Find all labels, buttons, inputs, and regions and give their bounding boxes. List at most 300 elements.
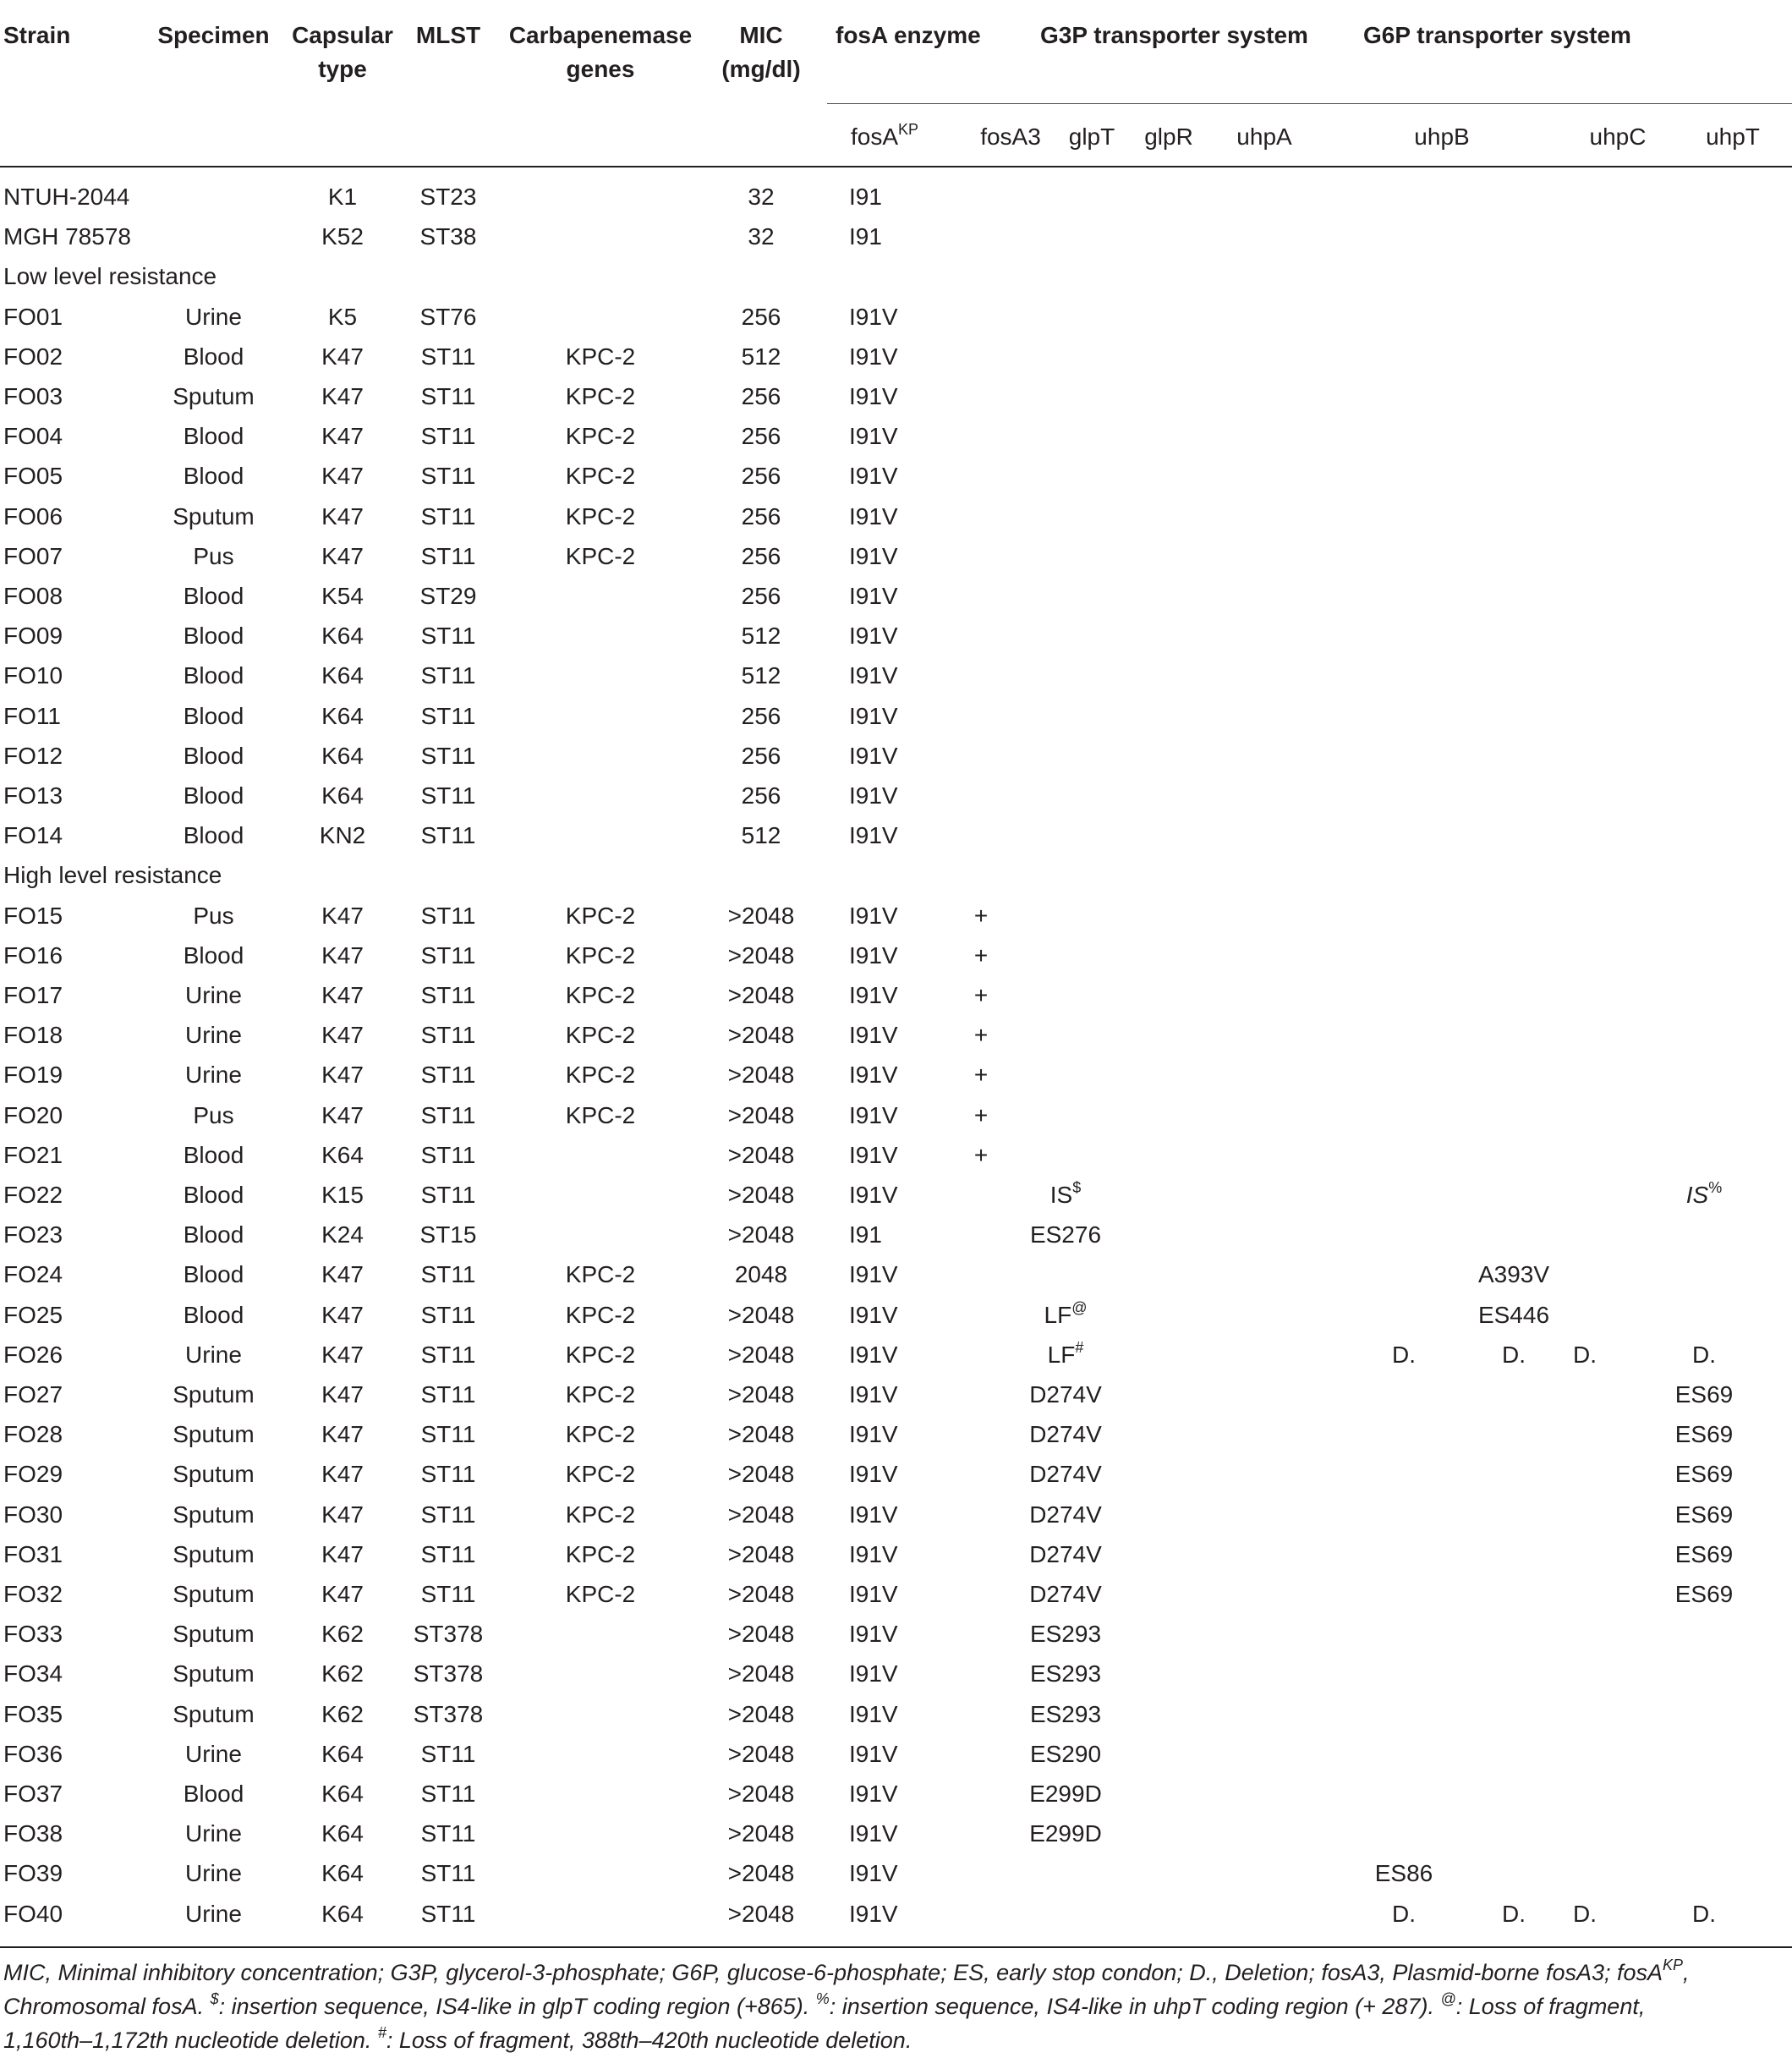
cell-value: I91V xyxy=(849,1581,898,1607)
cell-value: ST15 xyxy=(419,1221,477,1249)
cell-value: KPC-2 xyxy=(565,1540,636,1567)
cell-value: >2048 xyxy=(727,1860,795,1887)
cell-mic xyxy=(710,1414,812,1454)
cell-value: >2048 xyxy=(727,1660,795,1688)
table-row xyxy=(0,1574,1792,1614)
cell-strain xyxy=(3,1335,147,1375)
cell-specimen xyxy=(148,616,279,656)
cell-cap xyxy=(288,736,397,776)
cell-value: NTUH-2044 xyxy=(3,184,130,210)
cell-value: I91V xyxy=(849,303,898,330)
cell-cap xyxy=(288,337,397,376)
cell-value: Urine xyxy=(185,1900,242,1927)
cell-carb xyxy=(499,975,702,1015)
cell-strain xyxy=(3,736,147,776)
cell-strain xyxy=(3,1254,147,1294)
cell-mic xyxy=(710,376,812,416)
cell-value: K62 xyxy=(321,1660,364,1688)
cell-cap xyxy=(288,1295,397,1335)
cell-mlst xyxy=(406,1335,490,1375)
cell-value: 32 xyxy=(748,184,775,210)
cell-value: FO22 xyxy=(3,1182,63,1208)
cell-value: >2048 xyxy=(727,1621,795,1648)
cell-carb xyxy=(499,1375,702,1414)
cell-value: Urine xyxy=(185,1820,242,1847)
cell-value: FO37 xyxy=(3,1781,63,1807)
cell-value: I91V xyxy=(849,463,898,490)
table-row xyxy=(0,656,1792,695)
cell-mlst xyxy=(406,1774,490,1814)
cell-value: K54 xyxy=(321,583,364,609)
table-row xyxy=(0,1175,1792,1215)
cell-fosakp xyxy=(849,177,917,217)
cell-value: KPC-2 xyxy=(565,502,636,530)
cell-mlst xyxy=(406,297,490,337)
cell-value: I91V xyxy=(849,1860,898,1887)
cell-value: FO39 xyxy=(3,1860,63,1887)
cell-fosakp xyxy=(849,1734,917,1774)
col-header-uhpc: uhpC xyxy=(1589,123,1647,150)
cell-cap xyxy=(288,1454,397,1494)
cell-value: K47 xyxy=(321,1421,364,1448)
cell-value: FO29 xyxy=(3,1461,63,1488)
cell-value: ST11 xyxy=(420,463,476,490)
cell-value: FO38 xyxy=(3,1820,63,1847)
cell-value: ST11 xyxy=(420,1461,476,1488)
cell-mlst xyxy=(406,1574,490,1614)
cell-superscript: % xyxy=(1708,1179,1723,1196)
table-row xyxy=(0,217,1792,256)
footnote-text: Chromosomal fosA. xyxy=(3,1994,211,2019)
cell-mic xyxy=(710,1534,812,1574)
cell-strain xyxy=(3,576,147,616)
cell-value: ST11 xyxy=(420,982,476,1008)
cell-fosakp xyxy=(849,815,917,855)
cell-value: KPC-2 xyxy=(565,982,636,1008)
cell-fosakp xyxy=(849,1614,917,1654)
cell-value: 256 xyxy=(741,742,781,769)
cell-specimen xyxy=(148,1774,279,1814)
cell-mic xyxy=(710,1694,812,1734)
cell-specimen xyxy=(148,1095,279,1135)
cell-value: E299D xyxy=(1029,1820,1102,1847)
cell-value: 32 xyxy=(748,223,775,250)
table-row xyxy=(0,1135,1792,1175)
cell-mlst xyxy=(406,1534,490,1574)
col-header-fosa-enzyme: fosA enzyme xyxy=(836,22,981,48)
cell-cap xyxy=(288,1774,397,1814)
cell-value: I91V xyxy=(849,1381,898,1408)
cell-value: 256 xyxy=(741,542,781,569)
table-row xyxy=(0,1654,1792,1693)
table-row xyxy=(0,1853,1792,1893)
col-header-mlst: MLST xyxy=(415,22,481,48)
cell-uhpt xyxy=(1658,1414,1751,1454)
table-row xyxy=(0,1414,1792,1454)
table-row xyxy=(0,815,1792,855)
cell-value: I91V xyxy=(849,343,898,370)
cell-glpt xyxy=(1023,1774,1108,1814)
cell-value: ES69 xyxy=(1674,1581,1734,1607)
cell-value: Blood xyxy=(183,702,244,729)
cell-value: K64 xyxy=(321,1740,364,1767)
cell-value: FO25 xyxy=(3,1301,63,1328)
cell-mic xyxy=(710,776,812,815)
cell-value: I91V xyxy=(849,1900,898,1927)
cell-value: FO36 xyxy=(3,1740,63,1767)
col-header-mic-line2: (mg/dl) xyxy=(721,56,801,82)
cell-value: D274V xyxy=(1029,1540,1102,1567)
fosakp-superscript: KP xyxy=(898,121,919,138)
cell-value: >2048 xyxy=(727,982,795,1008)
cell-strain xyxy=(3,536,147,576)
cell-value: KPC-2 xyxy=(565,1261,636,1288)
cell-value: FO35 xyxy=(3,1700,63,1727)
cell-value: K47 xyxy=(321,343,364,370)
cell-specimen xyxy=(148,497,279,536)
cell-value: Pus xyxy=(193,1101,234,1128)
cell-value: K47 xyxy=(321,542,364,569)
cell-specimen xyxy=(148,1375,279,1414)
cell-specimen xyxy=(148,456,279,496)
cell-carb xyxy=(499,1454,702,1494)
cell-mic xyxy=(710,1135,812,1175)
cell-strain xyxy=(3,1454,147,1494)
cell-mlst xyxy=(406,497,490,536)
cell-fosakp xyxy=(849,1095,917,1135)
cell-uhpb2 xyxy=(1471,1295,1556,1335)
cell-value: I91V xyxy=(849,1501,898,1528)
table-footnote xyxy=(3,1956,1779,2057)
cell-fosakp xyxy=(849,376,917,416)
cell-value: ST76 xyxy=(419,303,477,330)
cell-value: 512 xyxy=(741,822,781,849)
cell-value: KPC-2 xyxy=(565,1062,636,1089)
section-label: Low level resistance xyxy=(3,263,217,290)
cell-value: ES69 xyxy=(1674,1461,1734,1488)
cell-value: K64 xyxy=(321,1820,364,1847)
table-row xyxy=(0,376,1792,416)
cell-value: I91V xyxy=(849,782,898,809)
footnote-line-3 xyxy=(3,2023,1779,2057)
cell-mic xyxy=(710,1654,812,1693)
cell-strain xyxy=(3,456,147,496)
cell-value: ST11 xyxy=(420,1581,476,1607)
cell-value: 256 xyxy=(741,463,781,490)
cell-cap xyxy=(288,217,397,256)
cell-mic xyxy=(710,1774,812,1814)
cell-value: Urine xyxy=(185,1341,242,1368)
cell-mic xyxy=(710,815,812,855)
cell-mlst xyxy=(406,1734,490,1774)
cell-uhpt xyxy=(1658,1375,1751,1414)
cell-carb xyxy=(499,896,702,936)
cell-mic xyxy=(710,896,812,936)
cell-value: ST23 xyxy=(419,184,477,210)
cell-value: ST11 xyxy=(420,343,476,370)
cell-cap xyxy=(288,1814,397,1853)
cell-value: ST378 xyxy=(413,1621,484,1648)
cell-mic xyxy=(710,736,812,776)
cell-specimen xyxy=(148,896,279,936)
table-row xyxy=(0,1215,1792,1254)
cell-value: FO17 xyxy=(3,982,63,1008)
cell-fosakp xyxy=(849,1414,917,1454)
cell-mic xyxy=(710,1254,812,1294)
cell-value: Blood xyxy=(183,1261,244,1288)
cell-value: D274V xyxy=(1029,1501,1102,1528)
cell-value: Sputum xyxy=(173,1540,255,1567)
cell-value: KPC-2 xyxy=(565,1301,636,1328)
cell-strain xyxy=(3,1015,147,1055)
cell-value: FO30 xyxy=(3,1501,63,1528)
cell-cap xyxy=(288,776,397,815)
cell-value: K47 xyxy=(321,1022,364,1049)
cell-mlst xyxy=(406,177,490,217)
cell-mlst xyxy=(406,1495,490,1534)
cell-value: D. xyxy=(1573,1900,1597,1927)
cell-fosakp xyxy=(849,1175,917,1215)
header-bottom-rule xyxy=(0,166,1792,167)
cell-cap xyxy=(288,696,397,736)
footnote-superscript: KP xyxy=(1663,1956,1684,1973)
cell-cap xyxy=(288,1694,397,1734)
cell-value: Sputum xyxy=(173,1581,255,1607)
cell-value: I91V xyxy=(849,502,898,530)
table-row xyxy=(0,1015,1792,1055)
cell-strain xyxy=(3,1375,147,1414)
cell-specimen xyxy=(148,776,279,815)
col-header-glpt: glpT xyxy=(1068,123,1115,150)
cell-value: + xyxy=(973,1101,989,1128)
cell-value: KPC-2 xyxy=(565,423,636,450)
cell-carb xyxy=(499,1015,702,1055)
cell-value: K52 xyxy=(321,223,364,250)
cell-value: KPC-2 xyxy=(565,1421,636,1448)
cell-value: FO26 xyxy=(3,1341,63,1368)
cell-fosakp xyxy=(849,536,917,576)
cell-value: FO07 xyxy=(3,542,63,569)
cell-carb xyxy=(499,1495,702,1534)
cell-strain xyxy=(3,1654,147,1693)
cell-strain xyxy=(3,1814,147,1853)
cell-value: FO15 xyxy=(3,902,63,929)
cell-mlst xyxy=(406,1654,490,1693)
cell-value: K47 xyxy=(321,1062,364,1089)
table-row xyxy=(0,1454,1792,1494)
cell-value: >2048 xyxy=(727,1022,795,1049)
cell-glpt xyxy=(1023,1495,1108,1534)
cell-value: Blood xyxy=(183,463,244,490)
cell-cap xyxy=(288,1574,397,1614)
cell-strain xyxy=(3,1614,147,1654)
table-row xyxy=(0,1694,1792,1734)
cell-value: + xyxy=(973,941,989,969)
col-header-fosa3: fosA3 xyxy=(980,123,1041,150)
cell-mlst xyxy=(406,536,490,576)
cell-mic xyxy=(710,1055,812,1095)
cell-mic xyxy=(710,1295,812,1335)
cell-value: K64 xyxy=(321,1141,364,1168)
cell-mic xyxy=(710,576,812,616)
cell-value: Sputum xyxy=(173,1381,255,1408)
cell-value: Blood xyxy=(183,623,244,650)
cell-value: ST11 xyxy=(420,623,476,650)
cell-value: K62 xyxy=(321,1700,364,1727)
cell-value: ST11 xyxy=(420,383,476,409)
cell-value: ES293 xyxy=(1029,1621,1102,1648)
cell-value: Urine xyxy=(185,1860,242,1887)
cell-fosakp xyxy=(849,1495,917,1534)
cell-uhpb2 xyxy=(1471,1894,1556,1934)
section-high-level-resistance xyxy=(0,855,1792,895)
cell-strain xyxy=(3,1734,147,1774)
cell-mic xyxy=(710,536,812,576)
cell-value: KPC-2 xyxy=(565,1581,636,1607)
cell-value: K47 xyxy=(321,982,364,1008)
cell-fosa3 xyxy=(964,1135,998,1175)
cell-value: ST11 xyxy=(420,1381,476,1408)
cell-value: KPC-2 xyxy=(565,1022,636,1049)
table-row xyxy=(0,1495,1792,1534)
cell-value: ST11 xyxy=(420,1421,476,1448)
cell-mic xyxy=(710,1734,812,1774)
cell-mic xyxy=(710,656,812,695)
cell-value: ST11 xyxy=(420,822,476,849)
table-row xyxy=(0,1335,1792,1375)
cell-value: FO28 xyxy=(3,1421,63,1448)
cell-value: ST11 xyxy=(420,1261,476,1288)
cell-specimen xyxy=(148,1853,279,1893)
cell-value: >2048 xyxy=(727,1461,795,1488)
col-header-carbapenemase xyxy=(499,19,702,86)
cell-value: ST29 xyxy=(419,583,477,609)
cell-mlst xyxy=(406,1015,490,1055)
cell-value: Urine xyxy=(185,1062,242,1089)
cell-fosakp xyxy=(849,896,917,936)
cell-value: FO31 xyxy=(3,1540,63,1567)
cell-fosa3 xyxy=(964,1055,998,1095)
cell-fosakp xyxy=(849,1774,917,1814)
cell-value: ES290 xyxy=(1029,1740,1102,1767)
cell-specimen xyxy=(148,1534,279,1574)
cell-value: K47 xyxy=(321,902,364,929)
cell-uhpc xyxy=(1551,1894,1619,1934)
cell-specimen xyxy=(148,576,279,616)
cell-value: ST11 xyxy=(420,742,476,769)
cell-value: 256 xyxy=(741,383,781,409)
cell-value: K64 xyxy=(321,1781,364,1807)
cell-carb xyxy=(499,456,702,496)
cell-mic xyxy=(710,936,812,975)
cell-mic xyxy=(710,337,812,376)
cell-value: D274V xyxy=(1029,1421,1102,1448)
cell-value: Blood xyxy=(183,583,244,609)
cell-value: ES86 xyxy=(1374,1860,1433,1887)
cell-strain xyxy=(3,1055,147,1095)
cell-value: FO05 xyxy=(3,463,63,490)
footnote-text: : insertion sequence, IS4-like in glpT coding region (+865). xyxy=(218,1994,816,2019)
table-row xyxy=(0,456,1792,496)
cell-value: I91V xyxy=(849,383,898,409)
cell-value: FO19 xyxy=(3,1062,63,1089)
cell-value: IS xyxy=(1049,1182,1073,1208)
cell-fosakp xyxy=(849,656,917,695)
cell-carb xyxy=(499,376,702,416)
cell-fosa3 xyxy=(964,1095,998,1135)
cell-mlst xyxy=(406,456,490,496)
cell-strain xyxy=(3,1414,147,1454)
cell-fosakp xyxy=(849,1694,917,1734)
cell-value: KPC-2 xyxy=(565,343,636,370)
cell-value: ST11 xyxy=(420,1740,476,1767)
cell-value: FO32 xyxy=(3,1581,63,1607)
cell-mlst xyxy=(406,696,490,736)
cell-strain xyxy=(3,815,147,855)
section-low-level-resistance xyxy=(0,256,1792,296)
cell-mlst xyxy=(406,1853,490,1893)
cell-value: Blood xyxy=(183,1301,244,1328)
cell-mic xyxy=(710,1814,812,1853)
cell-value: ST11 xyxy=(420,1101,476,1128)
col-header-specimen: Specimen xyxy=(157,22,270,48)
cell-specimen xyxy=(148,1654,279,1693)
cell-specimen xyxy=(148,1454,279,1494)
cell-carb xyxy=(499,416,702,456)
table-row xyxy=(0,1814,1792,1853)
cell-value: ST11 xyxy=(420,941,476,969)
cell-value: 256 xyxy=(741,502,781,530)
cell-value: FO13 xyxy=(3,782,63,809)
cell-value: ES69 xyxy=(1674,1381,1734,1408)
table-row xyxy=(0,177,1792,217)
cell-mlst xyxy=(406,1694,490,1734)
cell-value: I91V xyxy=(849,1261,898,1288)
table-row xyxy=(0,1734,1792,1774)
cell-value: D. xyxy=(1392,1341,1416,1368)
footnote-text: : insertion sequence, IS4-like in uhpT coding region (+ 287). xyxy=(829,1994,1441,2019)
cell-value: I91V xyxy=(849,623,898,650)
cell-value: KPC-2 xyxy=(565,941,636,969)
cell-value: KPC-2 xyxy=(565,1341,636,1368)
cell-cap xyxy=(288,1335,397,1375)
cell-strain xyxy=(3,896,147,936)
table-row xyxy=(0,776,1792,815)
cell-strain xyxy=(3,975,147,1015)
cell-value: ES69 xyxy=(1674,1421,1734,1448)
cell-mic xyxy=(710,1894,812,1934)
cell-value: A393V xyxy=(1477,1261,1550,1288)
cell-value: I91V xyxy=(849,902,898,929)
cell-glpt xyxy=(1023,1574,1108,1614)
cell-fosakp xyxy=(849,975,917,1015)
cell-mlst xyxy=(406,1614,490,1654)
cell-carb xyxy=(499,1414,702,1454)
cell-value: Blood xyxy=(183,941,244,969)
cell-cap xyxy=(288,1414,397,1454)
cell-value: 512 xyxy=(741,343,781,370)
cell-mlst xyxy=(406,1295,490,1335)
cell-glpt xyxy=(1023,1375,1108,1414)
cell-value: ST378 xyxy=(413,1660,484,1688)
cell-value: ST11 xyxy=(420,1062,476,1089)
cell-value: FO09 xyxy=(3,623,63,650)
cell-glpt xyxy=(1023,1614,1108,1654)
cell-value: KPC-2 xyxy=(565,1101,636,1128)
cell-mic xyxy=(710,177,812,217)
cell-value: I91V xyxy=(849,1421,898,1448)
cell-mlst xyxy=(406,1414,490,1454)
